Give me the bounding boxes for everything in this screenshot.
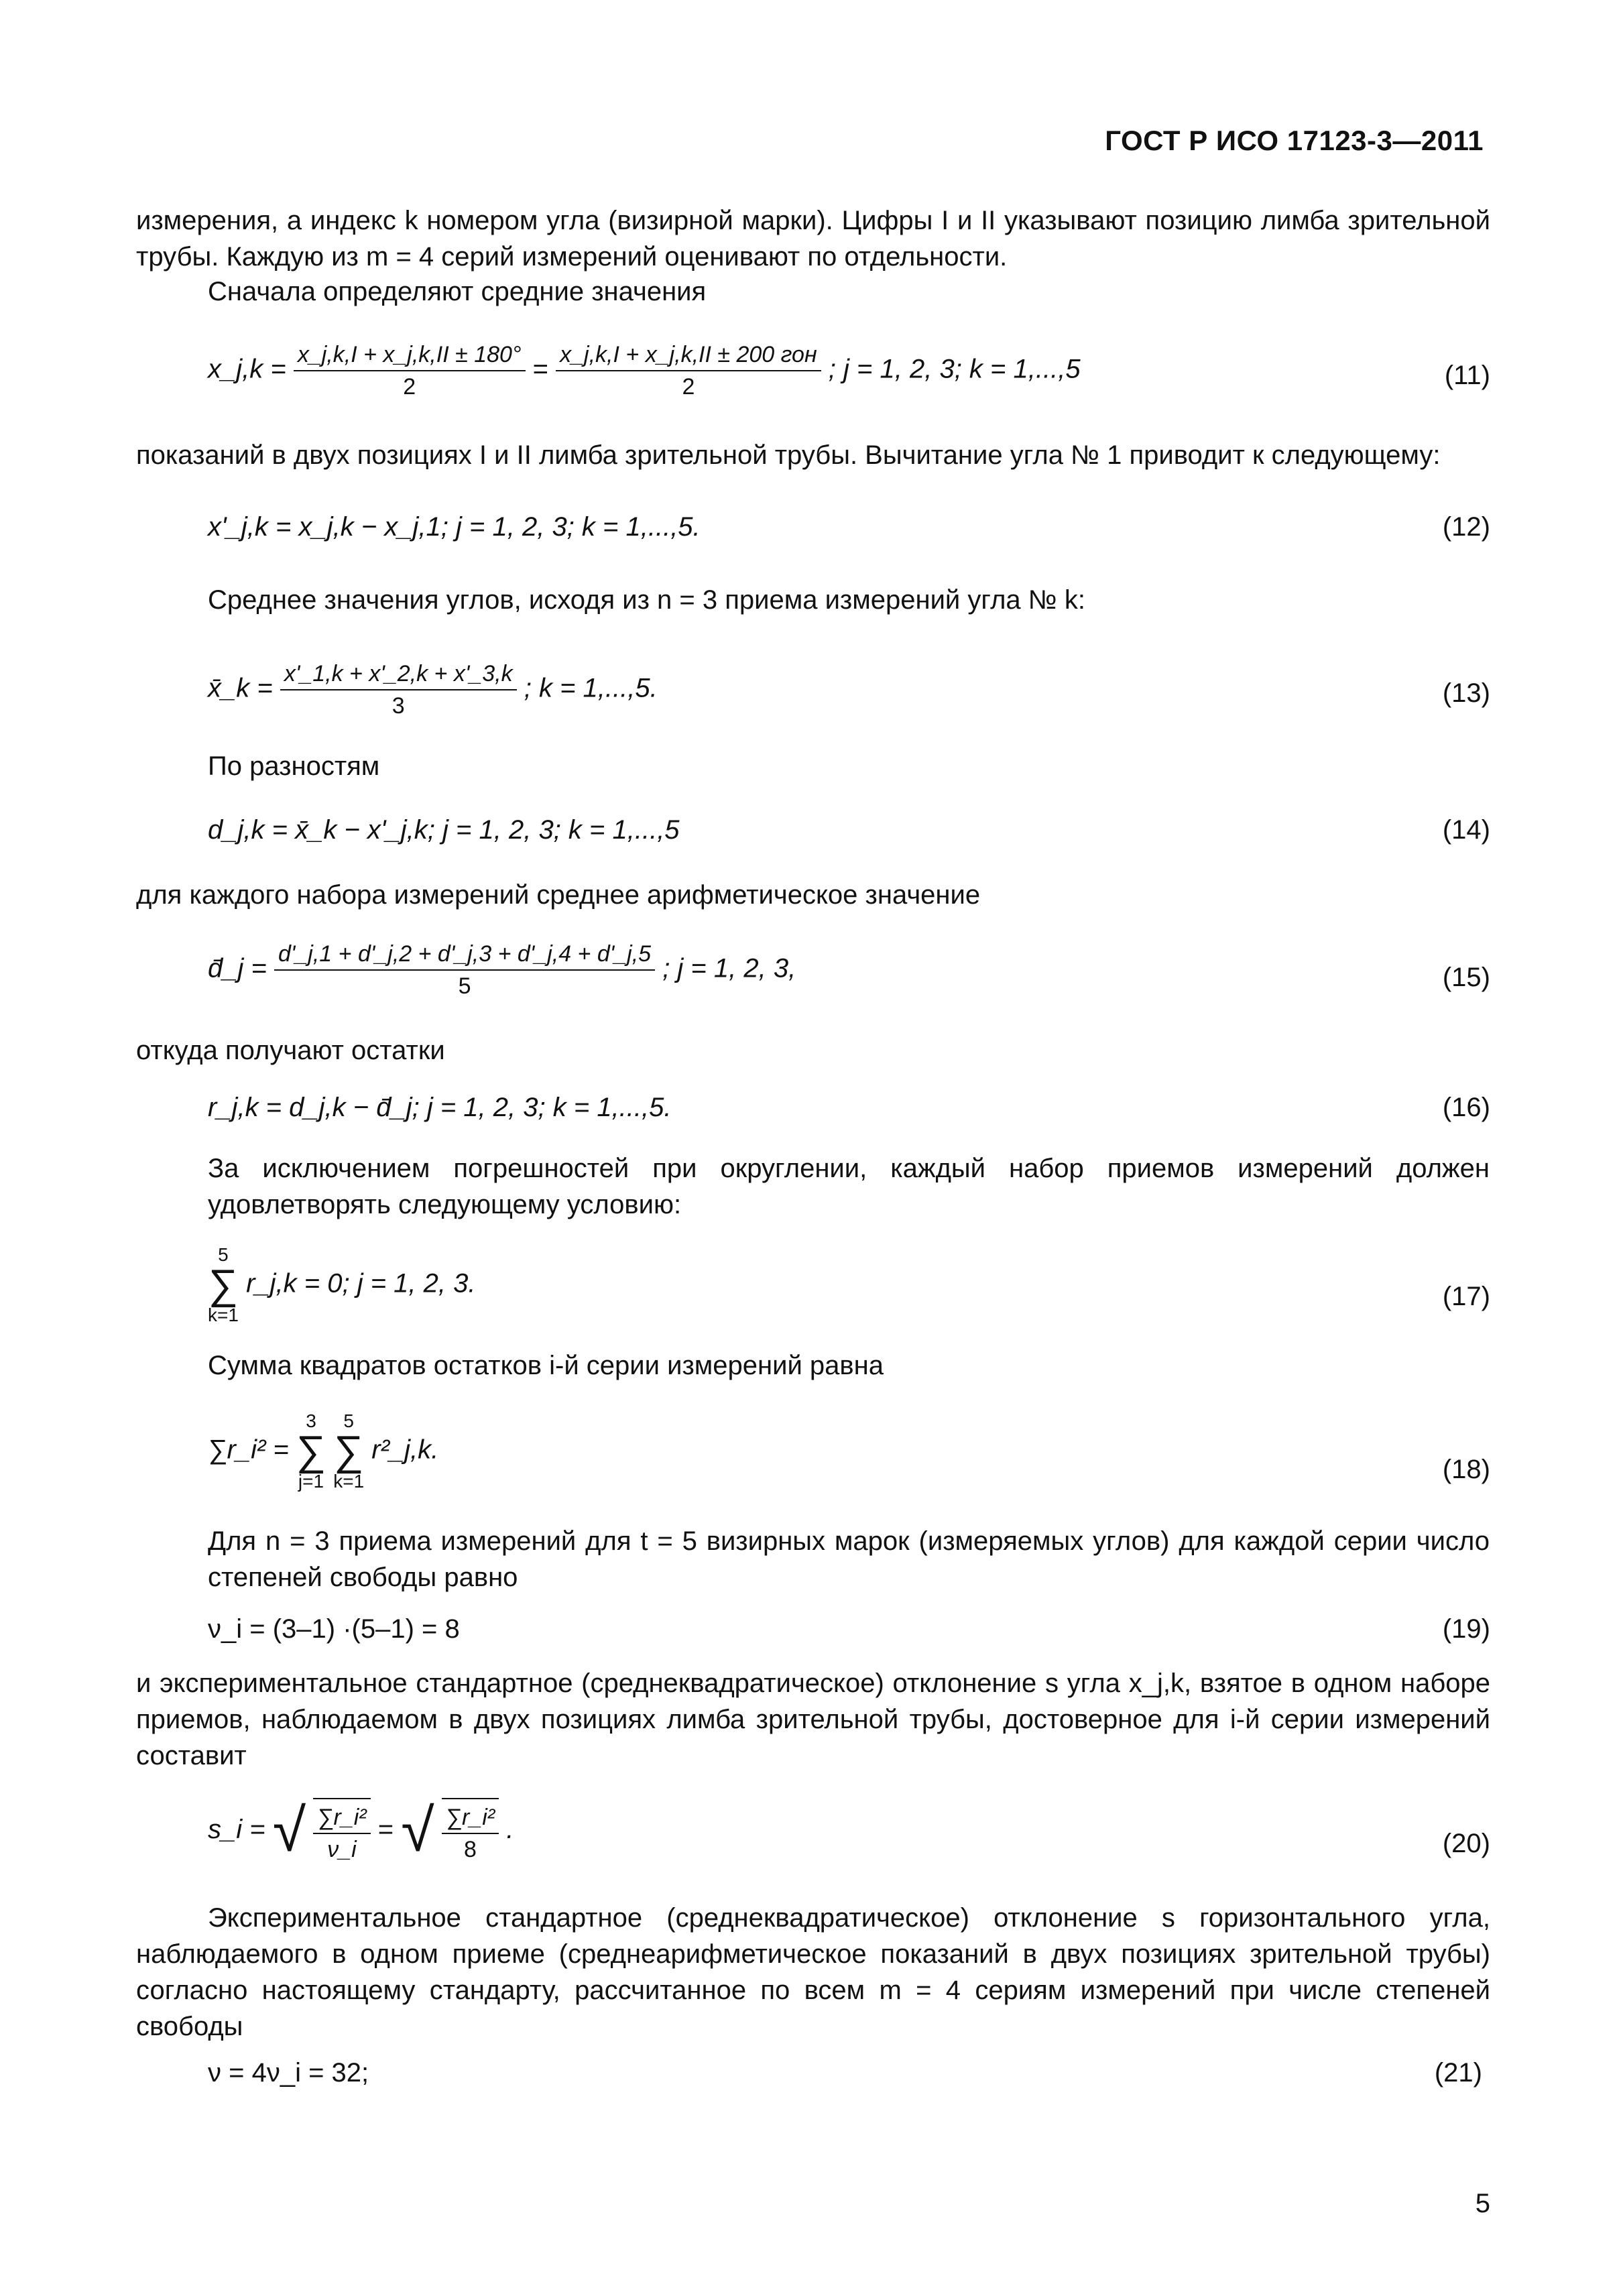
- fraction-numerator: x'_1,k + x'_2,k + x'_3,k: [280, 658, 517, 690]
- summation: [333, 1412, 364, 1491]
- equation-11: [208, 339, 1081, 402]
- equals-sign: =: [532, 354, 549, 384]
- paragraph: для каждого набора измерений среднее арифметическое значение: [136, 880, 981, 910]
- equation-15: [208, 939, 796, 1002]
- equation-lhs: s_i =: [208, 1815, 265, 1845]
- equation-expression: r²_j,k.: [371, 1435, 439, 1465]
- fraction: [280, 658, 517, 721]
- fraction: [274, 939, 655, 1002]
- paragraph: Для n = 3 приема измерений для t = 5 визирных марок (измеряемых углов) для каждой серии число степеней свободы равно: [208, 1526, 1490, 1592]
- paragraph: Среднее значения углов, исходя из n = 3 приема измерений угла № k:: [208, 585, 1085, 615]
- equation-number: (20): [1442, 1829, 1490, 1858]
- radical-sign: √: [272, 1797, 306, 1864]
- equation-tail: .: [506, 1815, 514, 1845]
- equation-number: (15): [1442, 963, 1490, 992]
- fraction-numerator: ∑r_i²: [313, 1802, 370, 1834]
- paragraph: откуда получают остатки: [136, 1036, 445, 1065]
- equals-sign: =: [377, 1815, 394, 1845]
- equation-tail: ; k = 1,...,5.: [524, 673, 658, 703]
- sum-lower-limit: k=1: [333, 1471, 365, 1492]
- paragraph: показаний в двух позициях I и II лимба зрительной трубы. Вычитание угла № 1 приводит к следующему:: [136, 440, 1441, 470]
- equation-expression: r_j,k = 0; j = 1, 2, 3.: [246, 1268, 476, 1298]
- fraction-denominator: 2: [682, 374, 695, 400]
- fraction-numerator: ∑r_i²: [442, 1802, 499, 1834]
- equation-14: d_j,k = x̄_k − x'_j,k; j = 1, 2, 3; k = 1,...,5: [208, 815, 680, 845]
- summation: [296, 1412, 326, 1491]
- sigma-symbol: ∑: [296, 1428, 326, 1474]
- equation-number: (12): [1442, 512, 1490, 542]
- fraction-numerator: d'_j,1 + d'_j,2 + d'_j,3 + d'_j,4 + d'_j,5: [274, 939, 655, 971]
- fraction-denominator: 2: [403, 374, 416, 400]
- equation-lhs: d̄_j =: [208, 953, 267, 983]
- radicand: [442, 1798, 499, 1865]
- paragraph: За исключением погрешностей при округлении, каждый набор приемов измерений должен удовлетворять следующему условию:: [208, 1154, 1490, 1219]
- equation-21: ν = 4ν_i = 32;: [208, 2058, 369, 2088]
- square-root: [273, 1797, 371, 1866]
- sum-upper-limit: 5: [218, 1244, 229, 1265]
- equation-lhs: ∑r_i² =: [208, 1435, 289, 1465]
- page-number: 5: [1475, 2189, 1490, 2218]
- summation: [208, 1246, 239, 1325]
- standard-code-header: ГОСТ Р ИСО 17123-3—2011: [1105, 125, 1484, 156]
- fraction-denominator: 8: [463, 1836, 477, 1862]
- fraction-numerator: x_j,k,I + x_j,k,II ± 200 гон: [556, 339, 821, 371]
- equation-number: (21): [1434, 2058, 1482, 2088]
- paragraph: По разностям: [208, 751, 380, 781]
- radicand: [313, 1798, 370, 1865]
- paragraph: Экспериментальное стандартное (среднеквадратическое) отклонение s горизонтального угла, наблюдаемого в одном приеме (среднеарифметическое показаний в двух позициях зрительной трубы) согласно настоящему стандарту, рассчитанное по всем m = 4 сериям измерений при числе степеней свободы: [136, 1903, 1490, 2041]
- equation-20: [208, 1797, 514, 1866]
- fraction-denominator: 3: [392, 693, 405, 719]
- sigma-symbol: ∑: [334, 1428, 364, 1474]
- fraction-numerator: x_j,k,I + x_j,k,II ± 180°: [294, 339, 526, 371]
- equation-18: [208, 1412, 438, 1491]
- fraction-denominator: 5: [458, 973, 471, 999]
- equation-16: r_j,k = d_j,k − d̄_j; j = 1, 2, 3; k = 1,...,5.: [208, 1093, 672, 1122]
- equation-number: (13): [1442, 678, 1490, 708]
- equation-tail: ; j = 1, 2, 3; k = 1,...,5: [828, 354, 1081, 384]
- equation-tail: ; j = 1, 2, 3,: [662, 953, 796, 983]
- equation-number: (19): [1442, 1614, 1490, 1644]
- equation-number: (18): [1442, 1455, 1490, 1484]
- sum-upper-limit: 3: [306, 1410, 316, 1431]
- equation-12: x'_j,k = x_j,k − x_j,1; j = 1, 2, 3; k = 1,...,5.: [208, 512, 701, 542]
- square-root: [401, 1797, 499, 1866]
- sum-lower-limit: k=1: [208, 1305, 239, 1325]
- fraction: [442, 1802, 499, 1865]
- fraction: [313, 1802, 370, 1865]
- paragraph: измерения, а индекс k номером угла (визирной марки). Цифры I и II указывают позицию лимба зрительной трубы. Каждую из m = 4 серий измерений оценивают по отдельности.: [136, 206, 1490, 271]
- fraction: [294, 339, 526, 402]
- equation-13: [208, 658, 658, 721]
- fraction-denominator: ν_i: [327, 1836, 357, 1862]
- equation-number: (11): [1444, 361, 1490, 390]
- paragraph: Сначала определяют средние значения: [208, 277, 707, 306]
- equation-number: (17): [1442, 1282, 1490, 1311]
- equation-number: (14): [1442, 815, 1490, 845]
- fraction: [556, 339, 821, 402]
- sigma-symbol: ∑: [208, 1262, 239, 1308]
- paragraph: Сумма квадратов остатков i-й серии измерений равна: [208, 1351, 884, 1380]
- equation-17: [208, 1246, 475, 1325]
- paragraph: и экспериментальное стандартное (среднеквадратическое) отклонение s угла x_j,k, взятое в одном наборе приемов, наблюдаемом в двух позициях лимба зрительной трубы, достоверное для i-й серии измерений составит: [136, 1669, 1490, 1770]
- sum-lower-limit: j=1: [298, 1471, 324, 1492]
- equation-19: ν_i = (3–1) ·(5–1) = 8: [208, 1614, 460, 1644]
- sum-upper-limit: 5: [343, 1410, 354, 1431]
- radical-sign: √: [401, 1797, 434, 1864]
- equation-number: (16): [1442, 1093, 1490, 1122]
- equation-lhs: x_j,k =: [208, 354, 286, 384]
- equation-lhs: x̄_k =: [208, 673, 273, 703]
